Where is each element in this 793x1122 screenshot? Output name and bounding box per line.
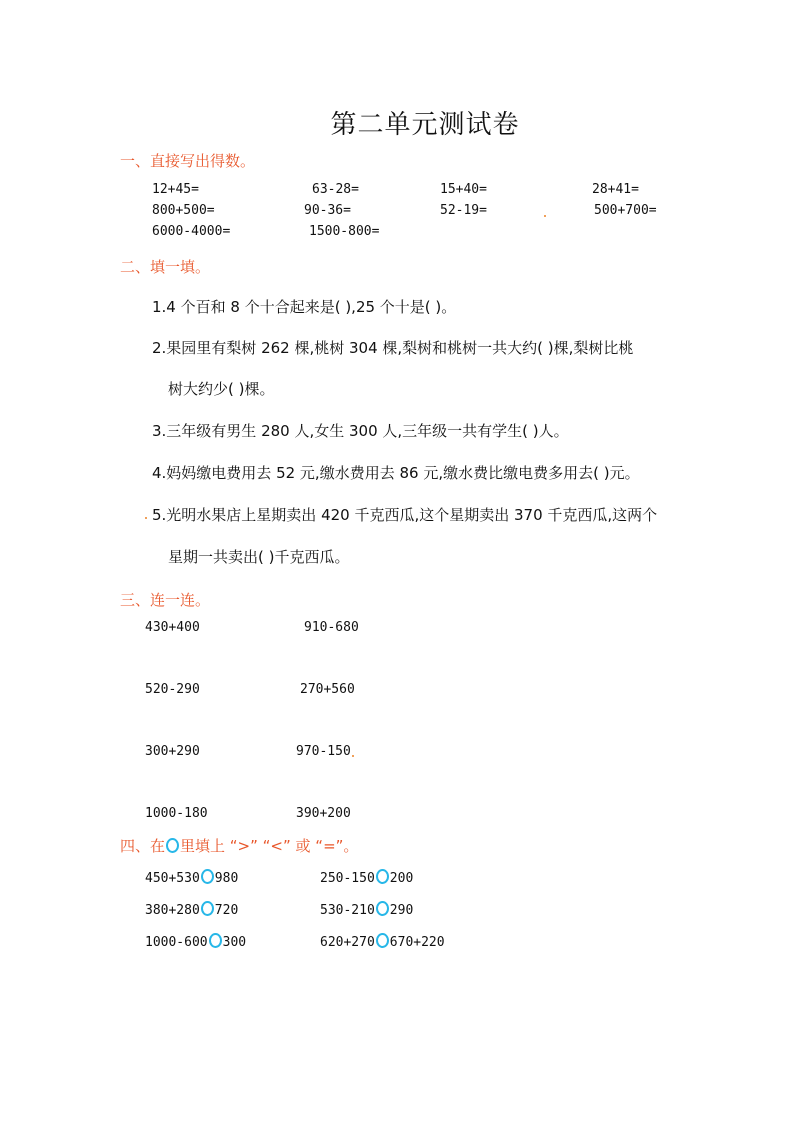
- compare-right: 720: [214, 903, 239, 918]
- compare-item: [320, 869, 413, 886]
- compare-item: [145, 869, 238, 886]
- calc-item: 63-28=: [312, 182, 359, 197]
- compare-right: 980: [214, 871, 239, 886]
- match-right-item: 270+560: [300, 682, 355, 697]
- calc-item: 52-19=: [440, 203, 487, 218]
- circle-blank-icon[interactable]: [209, 933, 222, 948]
- fill-item-2-cont: 树大约少( )棵。: [168, 380, 275, 398]
- match-left-item: 1000-180: [145, 806, 208, 821]
- calc-item: 90-36=: [304, 203, 351, 218]
- compare-right: 200: [389, 871, 414, 886]
- page-title: 第二单元测试卷: [330, 110, 520, 140]
- fill-item-5-cont: 星期一共卖出( )千克西瓜。: [168, 548, 350, 566]
- compare-item: [320, 901, 413, 918]
- calc-item: 800+500=: [152, 203, 215, 218]
- compare-item: [145, 901, 238, 918]
- compare-item: [320, 933, 445, 950]
- circle-blank-icon[interactable]: [201, 869, 214, 884]
- section-2-heading: 二、填一填。: [120, 258, 211, 276]
- compare-right: 290: [389, 903, 414, 918]
- section-4-heading: [120, 835, 358, 856]
- section-3-heading: 三、连一连。: [120, 591, 211, 609]
- circle-blank-icon[interactable]: [376, 869, 389, 884]
- compare-left: 250-150: [320, 871, 375, 886]
- match-right-item: 970-150: [296, 744, 351, 759]
- circle-blank-icon[interactable]: [376, 933, 389, 948]
- calc-item: 1500-800=: [309, 224, 380, 239]
- compare-right: 300: [222, 935, 247, 950]
- circle-blank-icon[interactable]: [201, 901, 214, 916]
- match-right-item: 910-680: [304, 620, 359, 635]
- circle-icon: [166, 838, 179, 853]
- fill-item-2: 2.果园里有梨树 262 棵,桃树 304 棵,梨树和桃树一共大约( )棵,梨树比桃: [152, 339, 634, 357]
- fill-item-4: 4.妈妈缴电费用去 52 元,缴水费用去 86 元,缴水费比缴电费多用去( )元。: [152, 464, 640, 482]
- calc-item: 6000-4000=: [152, 224, 231, 239]
- calc-item: 500+700=: [594, 203, 657, 218]
- calc-item: 28+41=: [592, 182, 639, 197]
- compare-left: 450+530: [145, 871, 200, 886]
- circle-blank-icon[interactable]: [376, 901, 389, 916]
- match-left-item: 300+290: [145, 744, 200, 759]
- compare-left: 620+270: [320, 935, 375, 950]
- stray-dot: [145, 517, 147, 519]
- match-left-item: 430+400: [145, 620, 200, 635]
- section-4-heading-start: 四、在: [120, 837, 166, 855]
- compare-item: [145, 933, 246, 950]
- compare-left: 530-210: [320, 903, 375, 918]
- fill-item-5: 5.光明水果店上星期卖出 420 千克西瓜,这个星期卖出 370 千克西瓜,这两个: [152, 506, 658, 524]
- match-left-item: 520-290: [145, 682, 200, 697]
- stray-dot: [352, 755, 354, 757]
- fill-item-3: 3.三年级有男生 280 人,女生 300 人,三年级一共有学生( )人。: [152, 422, 569, 440]
- compare-right: 670+220: [389, 935, 445, 950]
- match-right-item: 390+200: [296, 806, 351, 821]
- calc-item: 15+40=: [440, 182, 487, 197]
- stray-dot: [544, 215, 546, 217]
- fill-item-1: 1.4 个百和 8 个十合起来是( ),25 个十是( )。: [152, 298, 457, 316]
- section-4-heading-end: 里填上 “>” “<” 或 “=”。: [180, 837, 359, 855]
- compare-left: 380+280: [145, 903, 200, 918]
- section-1-heading: 一、直接写出得数。: [120, 152, 256, 170]
- compare-left: 1000-600: [145, 935, 208, 950]
- calc-item: 12+45=: [152, 182, 199, 197]
